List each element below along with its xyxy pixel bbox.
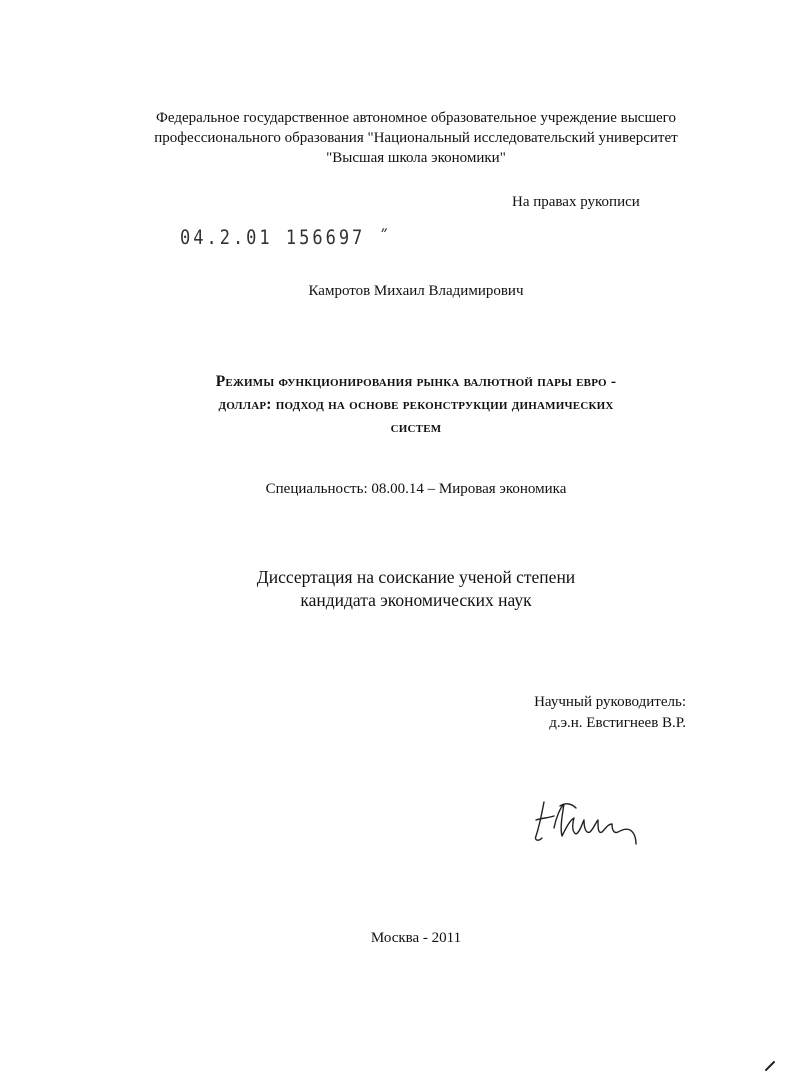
author-name: Камротов Михаил Владимирович — [308, 283, 524, 299]
supervisor-name: д.э.н. Евстигнеев В.Р. — [549, 715, 686, 731]
institution-line-1: Федеральное государственное автономное образовательное учреждение высшего — [156, 110, 676, 126]
city-year: Москва - 2011 — [370, 930, 462, 946]
title-line-1: Режимы функционирования рынка валютной пары евро - — [215, 373, 617, 390]
corner-pen-mark — [764, 1058, 778, 1072]
degree-line-1: Диссертация на соискание ученой степени — [256, 567, 576, 587]
institution-header — [20, 108, 792, 168]
handwritten-signature — [532, 798, 652, 848]
degree-line-2: кандидата экономических наук — [300, 590, 532, 610]
dissertation-title — [20, 370, 792, 439]
dissertation-degree — [20, 566, 792, 612]
specialty: Специальность: 08.00.14 – Мировая экономика — [265, 481, 567, 497]
institution-line-3: "Высшая школа экономики" — [326, 150, 506, 166]
title-line-2: доллар: подход на основе реконструкции динамических — [218, 396, 614, 413]
supervisor-block — [520, 692, 686, 734]
title-line-3: систем — [390, 419, 442, 436]
institution-line-2: профессионального образования "Национальный исследовательский университет — [154, 130, 678, 146]
manuscript-rights: На правах рукописи — [512, 194, 640, 210]
registration-code: 04.2.01 156697 ˝ — [180, 226, 392, 250]
supervisor-label: Научный руководитель: — [534, 694, 686, 710]
